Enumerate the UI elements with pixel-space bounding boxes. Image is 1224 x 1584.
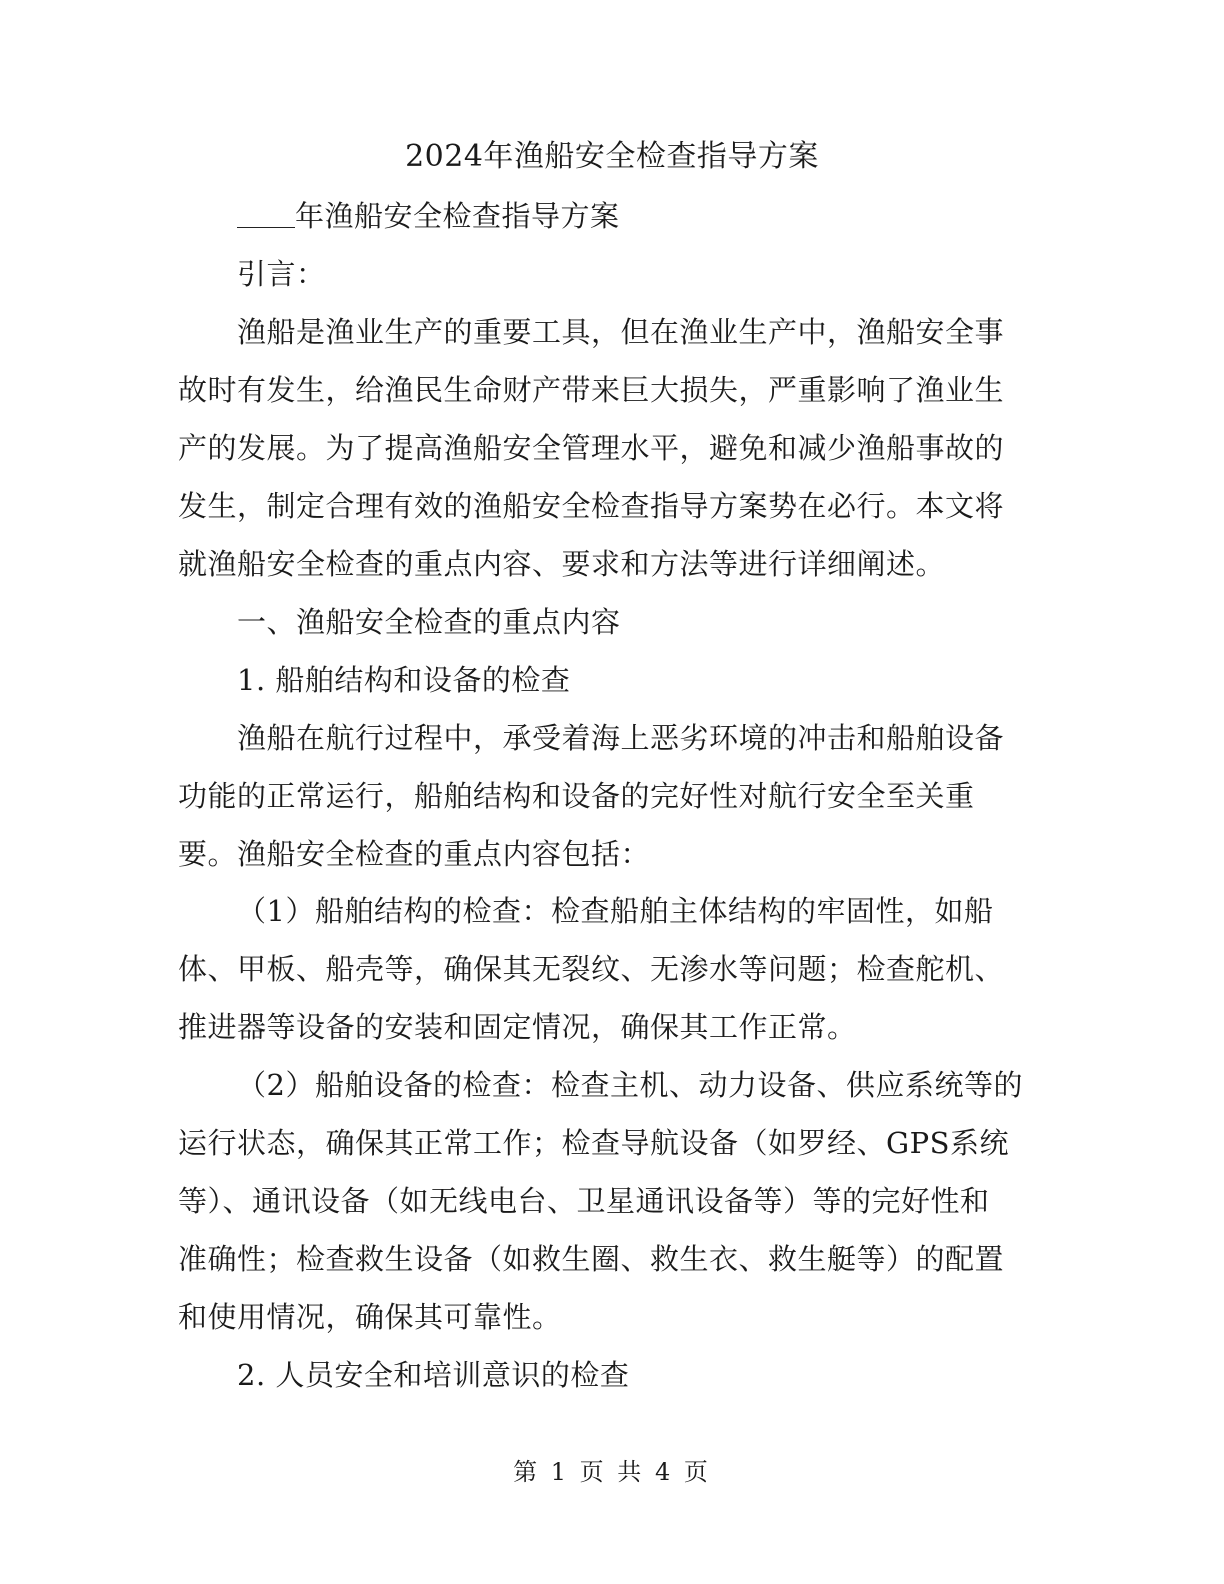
body-line: 功能的正常运行，船舶结构和设备的完好性对航行安全至关重 bbox=[178, 779, 975, 813]
document-subtitle bbox=[237, 187, 1064, 245]
body-line: 运行状态，确保其正常工作；检查导航设备（如罗经、GPS系统 bbox=[178, 1126, 1010, 1160]
intro-line: 渔船是渔业生产的重要工具，但在渔业生产中，渔船安全事 bbox=[237, 315, 1005, 349]
item-heading: 1. 船舶结构和设备的检查 bbox=[237, 663, 571, 697]
body-line: 要。渔船安全检查的重点内容包括： bbox=[178, 837, 651, 871]
document-title: 2024年渔船安全检查指导方案 bbox=[405, 139, 819, 174]
body-line: 推进器等设备的安装和固定情况，确保其工作正常。 bbox=[178, 1010, 857, 1044]
body-line: 和使用情况，确保其可靠性。 bbox=[178, 1300, 562, 1334]
body-line: （2）船舶设备的检查：检查主机、动力设备、供应系统等的 bbox=[237, 1068, 1023, 1102]
page-footer: 第 1 页 共 4 页 bbox=[513, 1458, 711, 1486]
body-line: （1）船舶结构的检查：检查船舶主体结构的牢固性，如船 bbox=[237, 894, 994, 928]
blank-underline bbox=[237, 203, 295, 228]
subtitle-text: 年渔船安全检查指导方案 bbox=[295, 199, 620, 233]
body-line: 准确性；检查救生设备（如救生圈、救生衣、救生艇等）的配置 bbox=[178, 1242, 1005, 1276]
section-heading: 一、渔船安全检查的重点内容 bbox=[237, 605, 621, 639]
intro-line: 发生，制定合理有效的渔船安全检查指导方案势在必行。本文将 bbox=[178, 489, 1005, 523]
intro-line: 故时有发生，给渔民生命财产带来巨大损失，严重影响了渔业生 bbox=[178, 373, 1005, 407]
intro-line: 产的发展。为了提高渔船安全管理水平，避免和减少渔船事故的 bbox=[178, 431, 1005, 465]
intro-line: 就渔船安全检查的重点内容、要求和方法等进行详细阐述。 bbox=[178, 547, 946, 581]
intro-heading: 引言： bbox=[237, 257, 326, 291]
body-line: 渔船在航行过程中，承受着海上恶劣环境的冲击和船舶设备 bbox=[237, 721, 1005, 755]
body-line: 体、甲板、船壳等，确保其无裂纹、无渗水等问题；检查舵机、 bbox=[178, 952, 1005, 986]
body-line: 等）、通讯设备（如无线电台、卫星通讯设备等）等的完好性和 bbox=[178, 1184, 990, 1218]
item-heading: 2. 人员安全和培训意识的检查 bbox=[237, 1358, 630, 1392]
